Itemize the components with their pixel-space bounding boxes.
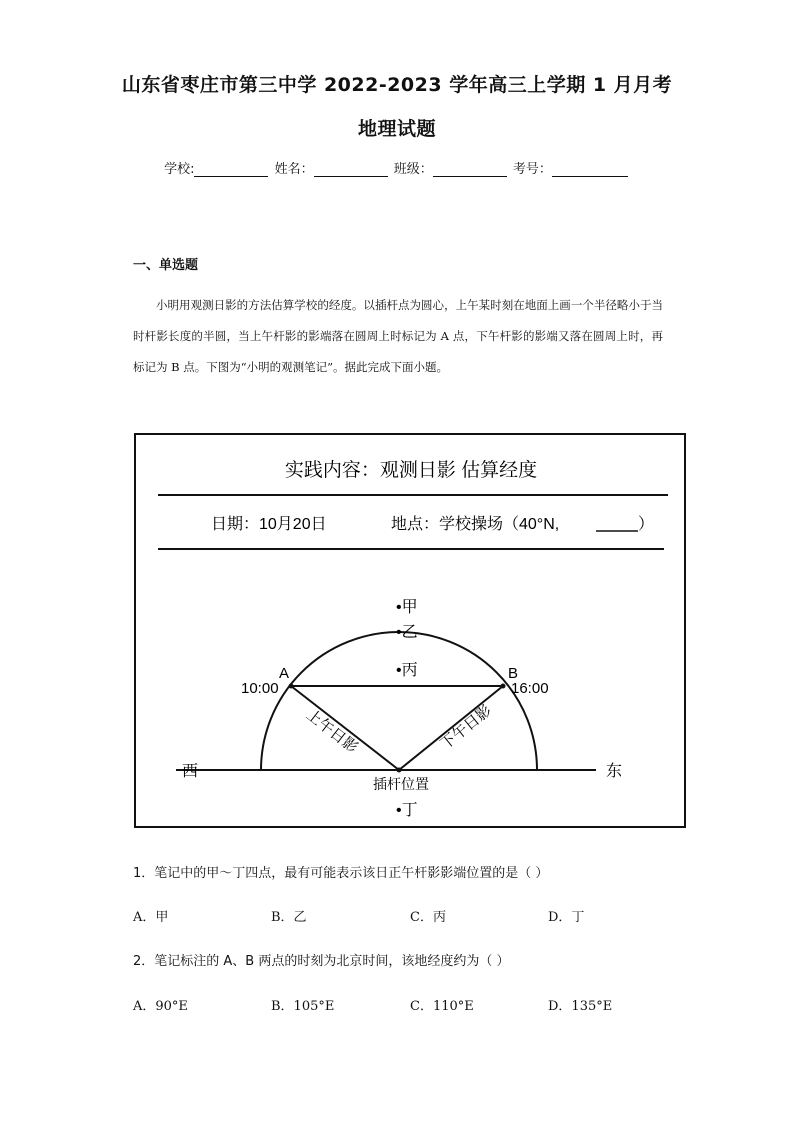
question-2: 2．笔记标注的 A、B 两点的时刻为北京时间，该地经度约为（ ） — [133, 954, 510, 969]
point-b-marker — [501, 684, 506, 689]
question-1: 1．笔记中的甲～丁四点，最有可能表示该日正午杆影影端位置的是（ ） — [133, 866, 549, 881]
student-info-row — [0, 158, 794, 177]
exam-number-label: 考号： — [512, 162, 552, 177]
exam-number-field[interactable] — [552, 162, 628, 177]
q1-option-d[interactable]: D．丁 — [548, 910, 585, 925]
morning-shadow-label: 上午日影 — [302, 706, 361, 757]
school-field[interactable] — [194, 162, 268, 177]
west-label: 西 — [182, 763, 199, 780]
figure-drawing — [136, 435, 684, 826]
time-b-label: 16:00 — [511, 680, 549, 697]
time-a-label: 10:00 — [241, 680, 279, 697]
class-label: 班级： — [393, 162, 433, 177]
q2-option-a[interactable]: A．90°E — [133, 999, 188, 1014]
point-ding: •丁 — [396, 802, 418, 819]
name-label: 姓名： — [274, 162, 314, 177]
afternoon-shadow-label: 下午日影 — [437, 702, 495, 753]
pole-marker — [397, 768, 402, 773]
school-label: 学校: — [164, 162, 195, 177]
date-text: 日期：10月20日 — [211, 516, 327, 533]
point-bing: •丙 — [396, 662, 418, 679]
place-close: ） — [638, 516, 655, 533]
point-a-marker — [289, 684, 294, 689]
exam-title: 山东省枣庄市第三中学 2022-2023 学年高三上学期 1 月月考 — [121, 74, 673, 96]
point-jia: •甲 — [396, 599, 418, 616]
q2-option-b[interactable]: B．105°E — [271, 999, 335, 1014]
exam-subject: 地理试题 — [357, 118, 436, 140]
point-b-label: B — [508, 665, 519, 682]
place-text: 地点：学校操场（40°N, — [391, 516, 560, 533]
section-title: 一、单选题 — [133, 258, 199, 273]
q1-option-c[interactable]: C．丙 — [410, 910, 446, 925]
semicircle — [261, 632, 537, 770]
figure-heading: 实践内容：观测日影 估算经度 — [284, 460, 538, 481]
observation-notes-figure — [134, 433, 686, 828]
q1-option-b[interactable]: B．乙 — [271, 910, 307, 925]
morning-shadow-line — [291, 686, 399, 770]
point-a-label: A — [279, 665, 290, 682]
passage: 小明用观测日影的方法估算学校的经度。以插杆点为圆心，上午某时刻在地面上画一个半径略小于当时杆影长度的半圆，当上午杆影的影端落在圆周上时标记为 A 点，下午杆影的影端又落在圆周上时，再标记为 B 点。下图为“小明的观测笔记”。据此完成下面小题。 — [133, 298, 663, 374]
q2-option-d[interactable]: D．135°E — [548, 999, 613, 1014]
east-label: 东 — [606, 763, 623, 780]
name-field[interactable] — [314, 162, 388, 177]
class-field[interactable] — [433, 162, 507, 177]
q2-option-c[interactable]: C．110°E — [410, 999, 474, 1014]
q1-option-a[interactable]: A．甲 — [133, 910, 169, 925]
point-yi: •乙 — [396, 624, 418, 641]
pole-label: 插杆位置 — [373, 776, 429, 792]
